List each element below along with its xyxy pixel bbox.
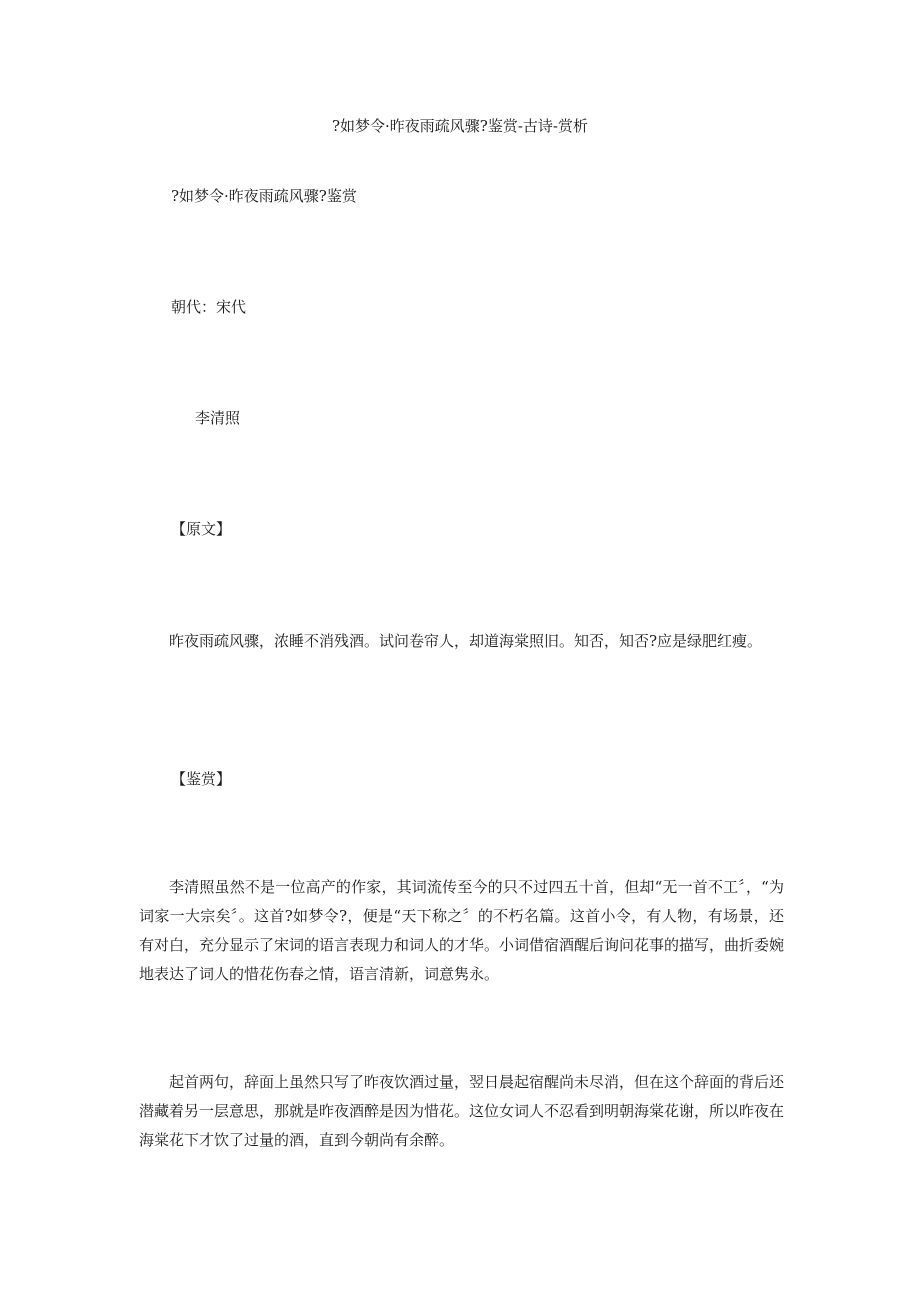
appreciation-heading: 【鉴赏】	[171, 770, 232, 788]
appreciation-paragraph-2: 起首两句，辞面上虽然只写了昨夜饮酒过量，翌日晨起宿醒尚未尽消，但在这个辞面的背后还潜藏着另一层意思，那就是昨夜酒醉是因为惜花。这位女词人不忍看到明朝海棠花谢，所以昨夜在海棠花下才饮了过量的酒，直到今朝尚有余醉。	[139, 1073, 785, 1149]
document-title: ?如梦令·昨夜雨疏风骤?鉴赏-古诗-赏析	[332, 117, 588, 135]
original-text: 昨夜雨疏风骤，浓睡不消残酒。试问卷帘人，却道海棠照旧。知否，知否?应是绿肥红瘦。	[169, 632, 763, 650]
appreciation-paragraph-1: 李清照虽然不是一位高产的作家，其词流传至今的只不过四五十首，但却“无一首不工〞，“为词家一大宗矣〞。这首?如梦令?，便是“天下称之〞的不朽名篇。这首小令，有人物，有场景，还有对白，充分显示了宋词的语言表现力和词人的才华。小词借宿酒醒后询问花事的描写，曲折委婉地表达了词人的惜花伤春之情，语言清新，词意隽永。	[139, 878, 785, 983]
author-name: 李清照	[195, 409, 241, 427]
dynasty-line: 朝代：宋代	[171, 298, 247, 316]
original-heading: 【原文】	[171, 520, 232, 538]
poem-subtitle: ?如梦令·昨夜雨疏风骤?鉴赏	[171, 187, 357, 205]
